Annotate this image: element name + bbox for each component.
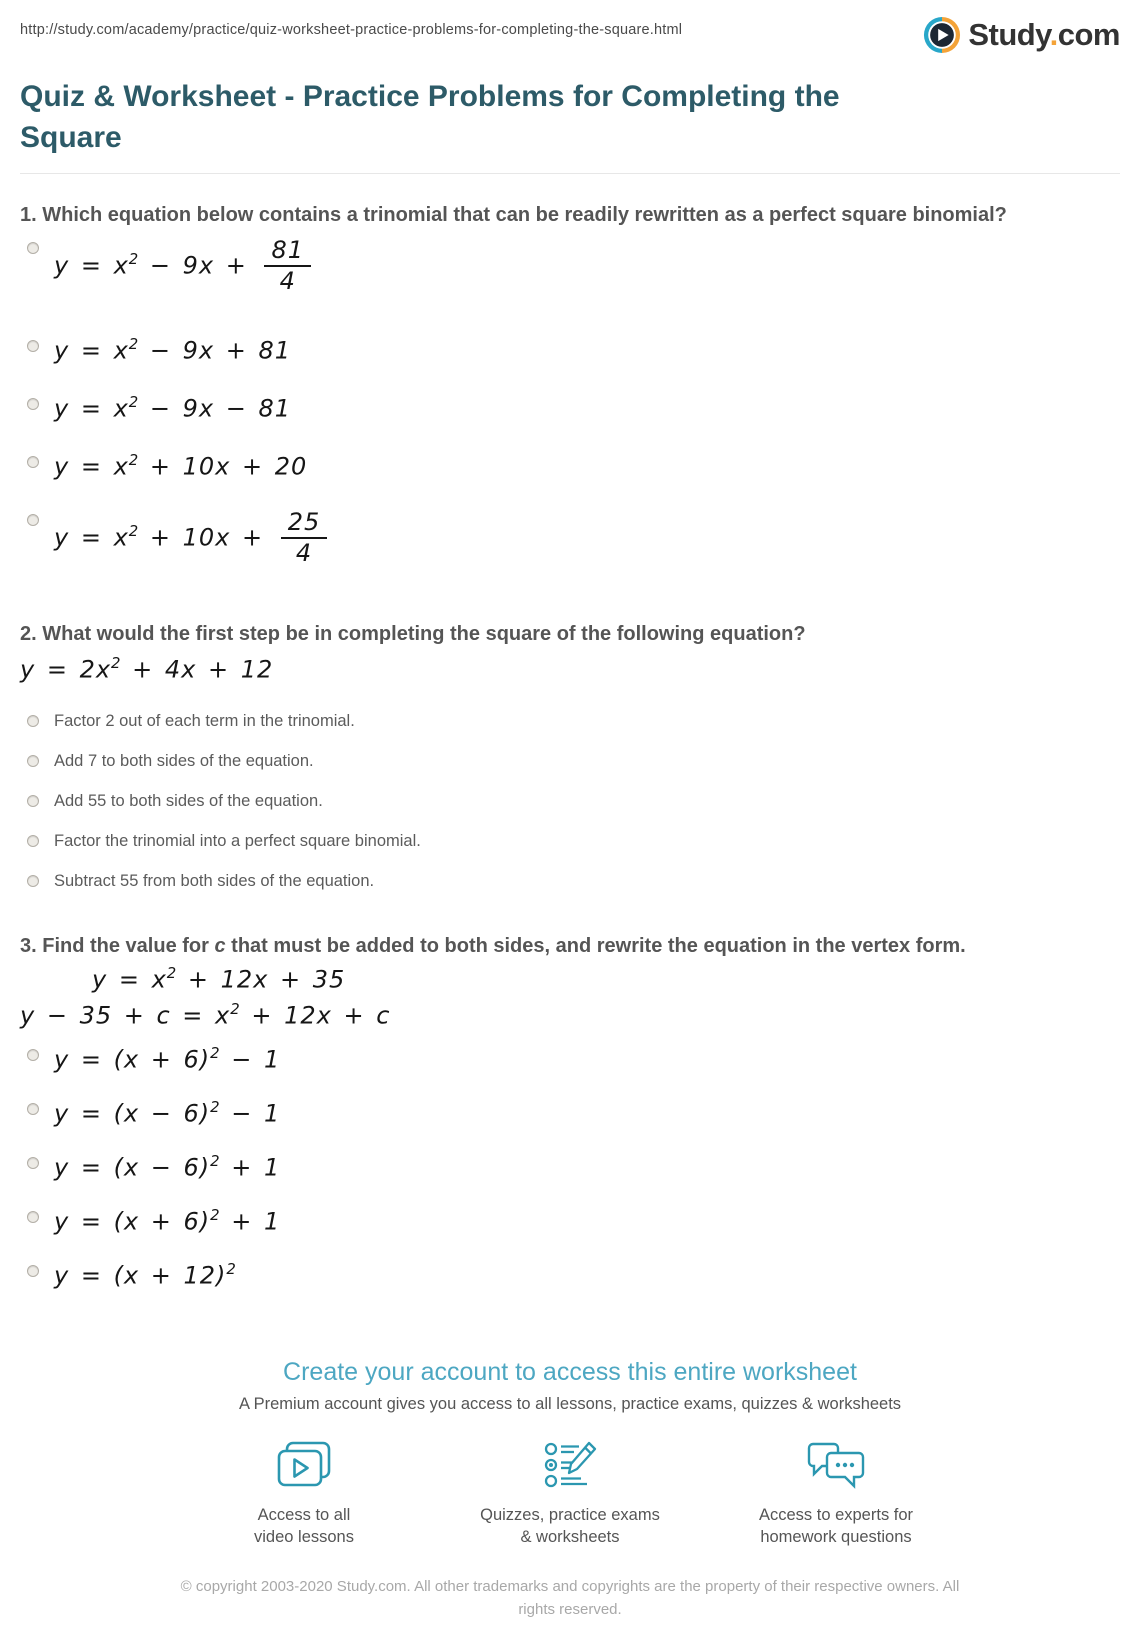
question-2-equation: $y = 2x^2 + 4x + 12$ [20,653,274,684]
q1-option-2 [20,335,1120,383]
option-label: Factor the trinomial into a perfect square binomial. [54,831,421,850]
studycom-logo[interactable] [923,16,1120,54]
radio-button[interactable] [27,715,39,727]
title-divider [20,173,1120,174]
copyright-notice: © copyright 2003-2020 Study.com. All other trademarks and copyrights are the property of their respective owners. All rights reserved. [180,1578,960,1618]
radio-button[interactable] [27,398,39,410]
q1-option-1 [20,237,1120,325]
cta-subheading: A Premium account gives you access to all lessons, practice exams, quizzes & worksheets [238,1394,902,1413]
radio-button[interactable] [27,875,39,887]
option-label: Add 7 to both sides of the equation. [54,751,314,770]
equation-option: $y = (x + 6)^2 - 1$ [54,1043,281,1074]
studycom-play-icon [923,16,961,54]
equation-option: $y = x^2 + 10x + 20$ [54,450,308,481]
q1-option-3 [20,393,1120,441]
question-2 [20,623,1120,902]
radio-button[interactable] [27,795,39,807]
q2-option-3 [20,781,1120,821]
feature-label: Access to experts for homework questions [758,1505,914,1547]
radio-button[interactable] [27,1157,39,1169]
q3-option-4 [20,1206,1120,1256]
equation-option: $y = x^2 + 10x$ + $\frac{25}{4}$ [54,509,327,568]
homework-experts-icon [806,1440,866,1492]
option-label: Factor 2 out of each term in the trinomial. [54,711,355,730]
question-2-options [20,701,1120,901]
q2-option-5 [20,861,1120,901]
question-3-equation-1: $y = x^2 + 12x + 35$ [92,964,346,995]
feature-label: Quizzes, practice exams & worksheets [480,1505,660,1547]
question-3-equation-2: $y - 35 + c = x^2 + 12x + c$ [20,1000,391,1030]
logo-text: Study.com [968,17,1120,52]
cta-heading: Create your account to access this entire worksheet [283,1357,857,1386]
radio-button[interactable] [27,1049,39,1061]
question-1 [20,204,1120,597]
fraction: $\frac{81}{4}$ [264,237,311,296]
top-bar [20,0,1120,54]
cta-section [20,1358,1120,1549]
feature-homework-experts [731,1440,941,1549]
q2-option-2 [20,741,1120,781]
q3-option-5 [20,1260,1120,1310]
equation-option: $y = (x + 12)^2$ [54,1259,236,1290]
option-label: Add 55 to both sides of the equation. [54,791,323,810]
radio-button[interactable] [27,755,39,767]
radio-button[interactable] [27,456,39,468]
q2-option-4 [20,821,1120,861]
feature-label: Access to all video lessons [254,1505,354,1547]
feature-list [20,1440,1120,1549]
equation-option: $y = x^2 - 9x - 81$ [54,392,291,423]
q2-option-1 [20,701,1120,741]
fraction: $\frac{25}{4}$ [281,509,328,568]
page-url: http://study.com/academy/practice/quiz-worksheet-practice-problems-for-completing-the-square.html [20,22,683,38]
video-lessons-icon [275,1440,333,1492]
equation-option: $y = x^2 - 9x + 81$ [54,334,291,365]
radio-button[interactable] [27,514,39,526]
radio-button[interactable] [27,242,39,254]
radio-button[interactable] [27,1103,39,1115]
option-label: Subtract 55 from both sides of the equation. [54,871,375,890]
question-1-heading: 1. Which equation below contains a trinomial that can be readily rewritten as a perfect square binomial? [20,203,1007,226]
page-title: Quiz & Worksheet - Practice Problems for Completing the Square [20,80,840,155]
radio-button[interactable] [27,1265,39,1277]
q3-option-3 [20,1152,1120,1202]
question-3-heading: 3. Find the value for c that must be added to both sides, and rewrite the equation in the vertex form. [20,935,966,958]
equation-option: $y = (x + 6)^2 + 1$ [54,1205,281,1236]
question-3 [20,935,1120,1309]
equation-option: $y = x^2 - 9x$ + $\frac{81}{4}$ [54,237,311,296]
radio-button[interactable] [27,1211,39,1223]
radio-button[interactable] [27,835,39,847]
equation-option: $y = (x - 6)^2 + 1$ [54,1151,281,1182]
radio-button[interactable] [27,340,39,352]
q3-option-1 [20,1044,1120,1094]
q1-option-5 [20,509,1120,597]
quizzes-worksheets-icon [541,1440,599,1492]
feature-video-lessons [199,1440,409,1549]
question-2-heading: 2. What would the first step be in completing the square of the following equation? [20,622,806,645]
feature-quizzes-worksheets [465,1440,675,1549]
variable-c: c [214,935,226,958]
equation-option: $y = (x - 6)^2 - 1$ [54,1097,281,1128]
q1-option-4 [20,451,1120,499]
question-3-options [20,1044,1120,1310]
q3-option-2 [20,1098,1120,1148]
